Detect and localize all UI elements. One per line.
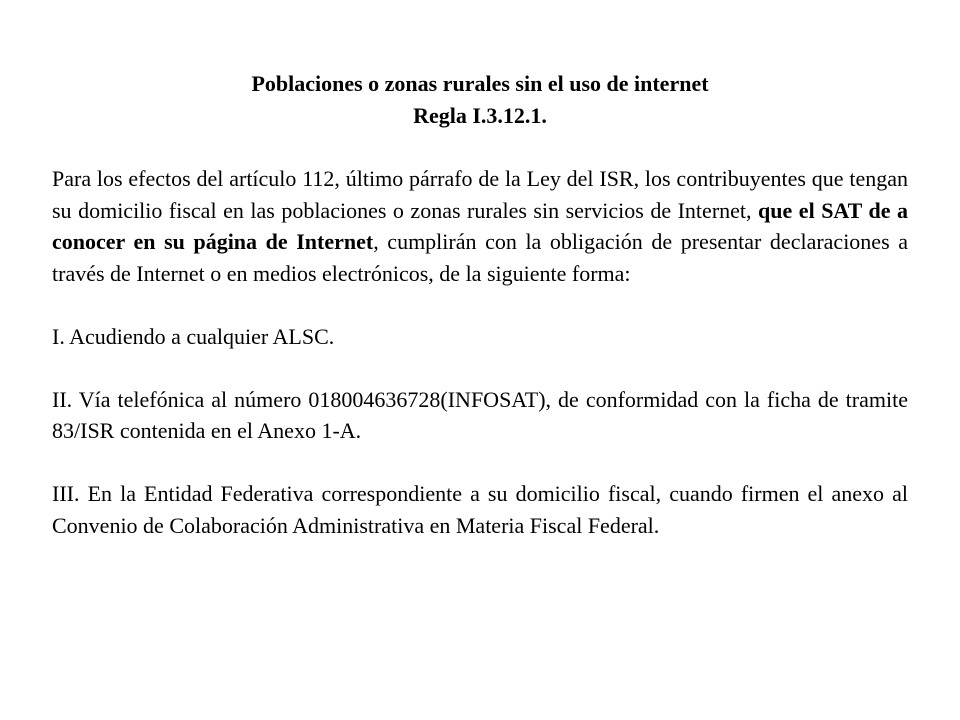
document-heading — [52, 68, 908, 132]
intro-text-after: , cumplirán con la obligación de presentar declaraciones a través de Internet o en medios electrónicos, de la siguiente forma: — [52, 229, 908, 286]
intro-text-before: Para los efectos del artículo 112, último párrafo de la Ley del ISR, los contribuyentes que tengan su domicilio fiscal en las poblaciones o zonas rurales sin servicios de Internet, — [52, 166, 908, 223]
list-item-1: I. Acudiendo a cualquier ALSC. — [52, 323, 335, 349]
list-item-2: II. Vía telefónica al número 018004636728(INFOSAT), de conformidad con la ficha de tramite 83/ISR contenida en el Anexo 1-A. — [52, 386, 908, 443]
heading-rule-number: Regla I.3.12.1. — [413, 103, 547, 128]
heading-title: Poblaciones o zonas rurales sin el uso de internet — [251, 71, 709, 96]
list-item-3: III. En la Entidad Federativa correspondiente a su domicilio fiscal, cuando firmen el anexo al Convenio de Colaboración Administrativa en Materia Fiscal Federal. — [52, 481, 908, 538]
intro-paragraph — [52, 163, 908, 289]
intro-emphasis: que el SAT de a conocer en su página de Internet — [52, 197, 908, 254]
